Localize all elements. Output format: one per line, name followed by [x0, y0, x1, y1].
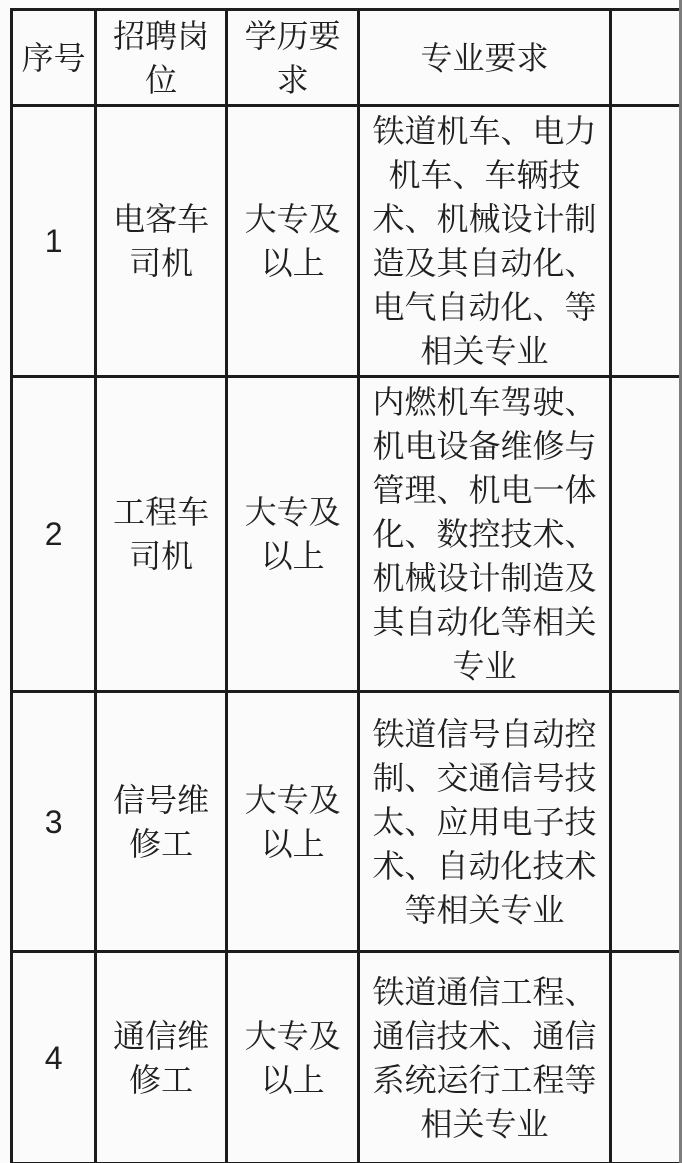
clipped-column-cell — [610, 106, 680, 377]
table-row — [12, 106, 681, 377]
header-position: 招聘岗位 — [96, 10, 227, 106]
education-cell: 大专及以上 — [226, 377, 358, 692]
header-serial: 序号 — [12, 10, 96, 106]
clipped-column-header — [610, 10, 680, 106]
table-row — [12, 692, 681, 952]
major-cell: 铁道机车、电力机车、车辆技术、机械设计制造及其自动化、电气自动化、等相关专业 — [359, 106, 610, 377]
clipped-column-cell — [610, 377, 680, 692]
position-cell: 电客车司机 — [96, 106, 227, 377]
header-education: 学历要求 — [226, 10, 358, 106]
recruitment-table — [10, 8, 682, 1163]
major-cell: 铁道信号自动控制、交通信号技太、应用电子技术、自动化技术等相关专业 — [359, 692, 610, 952]
education-cell: 大专及以上 — [226, 952, 358, 1163]
header-row — [12, 10, 681, 106]
major-cell: 铁道通信工程、通信技术、通信系统运行工程等相关专业 — [359, 952, 610, 1163]
position-cell: 通信维修工 — [96, 952, 227, 1163]
education-cell: 大专及以上 — [226, 106, 358, 377]
major-cell: 内燃机车驾驶、机电设备维修与管理、机电一体化、数控技术、机械设计制造及其自动化等相关专业 — [359, 377, 610, 692]
clipped-column-cell — [610, 692, 680, 952]
clipped-column-cell — [610, 952, 680, 1163]
position-cell: 信号维修工 — [96, 692, 227, 952]
table-row — [12, 952, 681, 1163]
header-major: 专业要求 — [359, 10, 610, 106]
position-cell: 工程车司机 — [96, 377, 227, 692]
row-number-cell: 3 — [12, 692, 96, 952]
row-number-cell: 1 — [12, 106, 96, 377]
row-number-cell: 2 — [12, 377, 96, 692]
table-row — [12, 377, 681, 692]
education-cell: 大专及以上 — [226, 692, 358, 952]
row-number-cell: 4 — [12, 952, 96, 1163]
